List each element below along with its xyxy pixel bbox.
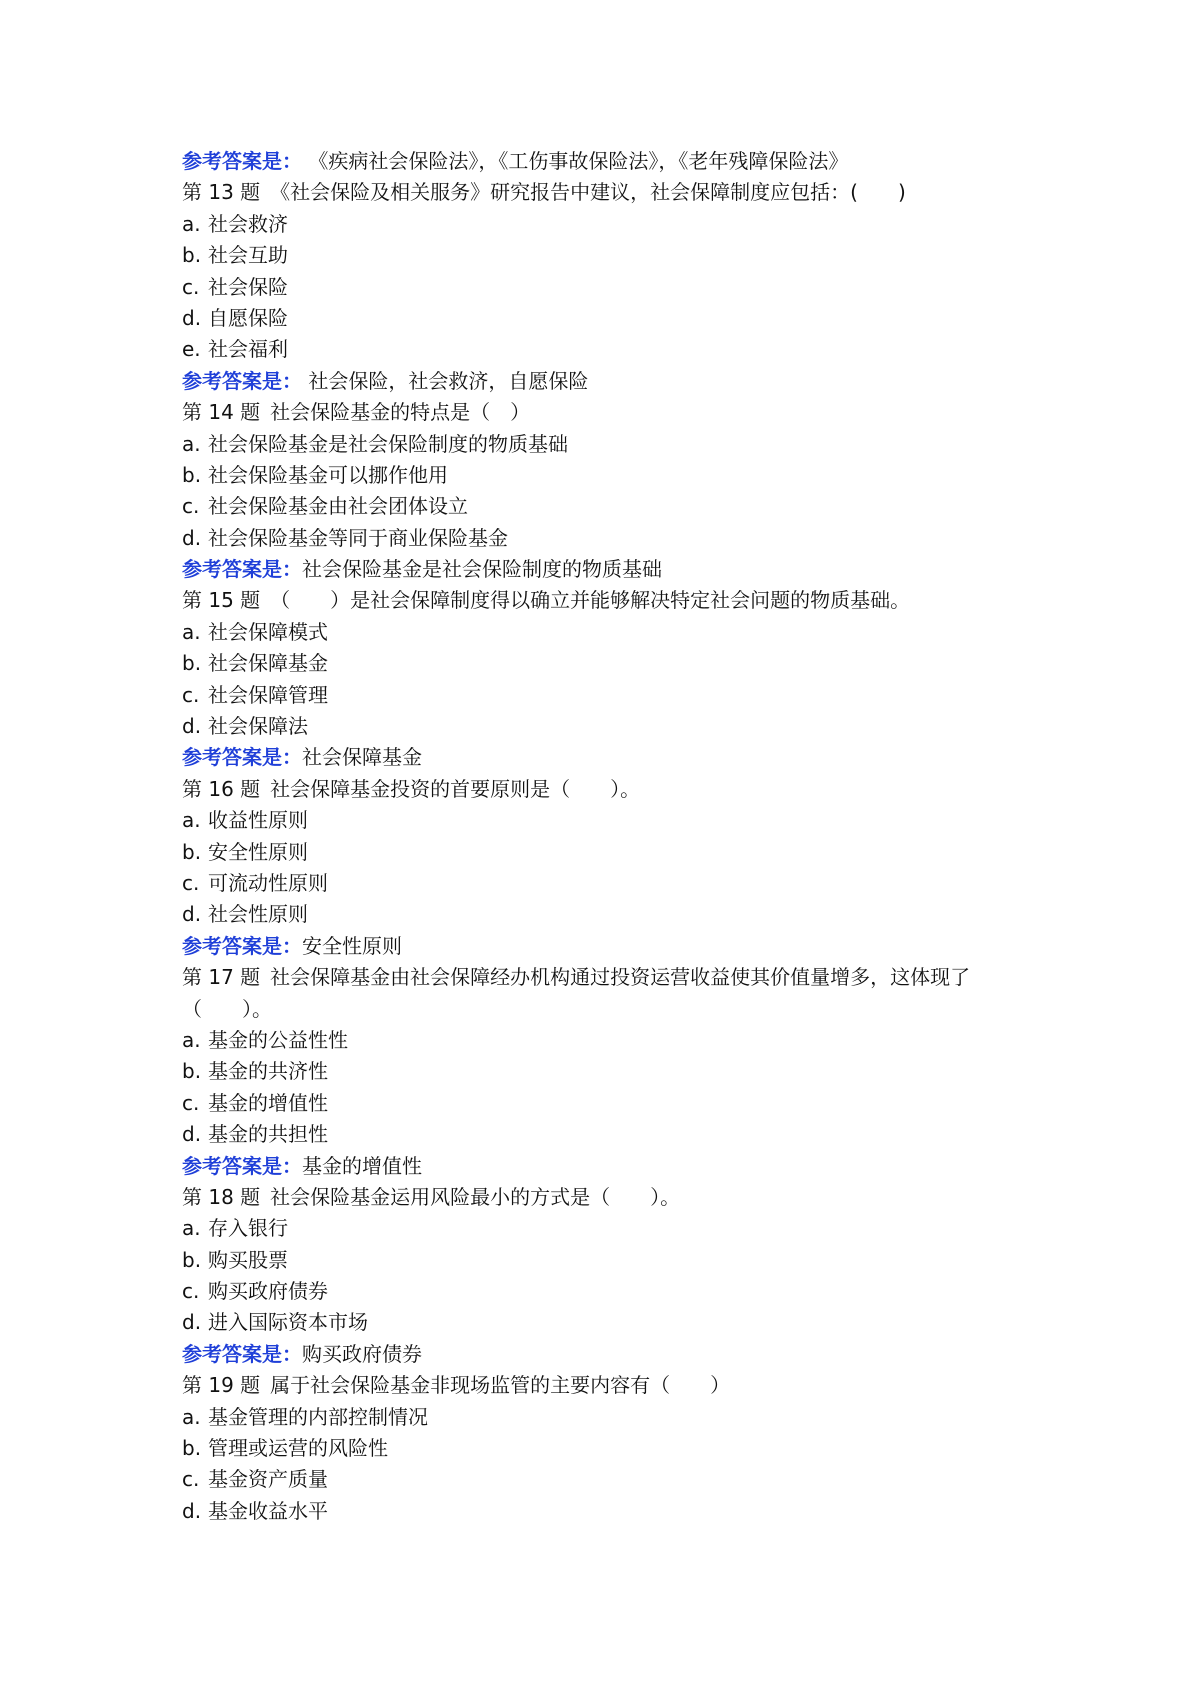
question-15 (182, 585, 1022, 616)
question-text: （ ）是社会保障制度得以确立并能够解决特定社会问题的物质基础。 (270, 588, 911, 613)
option-text: 社会保险基金等同于商业保险基金 (208, 525, 508, 550)
option-text: 基金资产质量 (208, 1467, 328, 1492)
option (182, 1245, 1022, 1276)
option (182, 272, 1022, 303)
answer-label: 参考答案是： (182, 557, 302, 582)
question-13 (182, 177, 1022, 208)
answer-line (182, 366, 1022, 397)
question-text: 社会保障基金投资的首要原则是（ ）。 (270, 776, 641, 801)
option (182, 868, 1022, 899)
question-text: 社会保险基金的特点是（ ） (270, 400, 531, 425)
option-letter: a. (182, 211, 201, 236)
option-letter: c. (182, 494, 200, 519)
option-letter: d. (182, 714, 202, 739)
option-text: 社会救济 (208, 211, 288, 236)
option-text: 基金管理的内部控制情况 (208, 1404, 428, 1429)
option (182, 1056, 1022, 1087)
question-17 (182, 962, 1022, 993)
option-letter: d. (182, 525, 202, 550)
option-letter: a. (182, 1027, 201, 1052)
option (182, 209, 1022, 240)
answer-text: 社会保障基金 (302, 745, 422, 770)
option-text: 社会保障法 (208, 714, 308, 739)
option (182, 1402, 1022, 1433)
option-text: 基金的增值性 (208, 1090, 328, 1115)
question-number: 第 14 题 (182, 400, 261, 425)
option (182, 1307, 1022, 1338)
option-text: 可流动性原则 (208, 870, 328, 895)
answer-label: 参考答案是： (182, 745, 302, 770)
question-number: 第 17 题 (182, 965, 261, 990)
option-letter: b. (182, 651, 202, 676)
option (182, 303, 1022, 334)
option (182, 1496, 1022, 1527)
option (182, 1213, 1022, 1244)
option-text: 购买政府债券 (208, 1279, 328, 1304)
option-letter: c. (182, 274, 200, 299)
document-page (182, 146, 1022, 1527)
option-letter: b. (182, 462, 202, 487)
question-number: 第 19 题 (182, 1373, 261, 1398)
option-letter: b. (182, 1436, 202, 1461)
option-text: 进入国际资本市场 (208, 1310, 368, 1335)
answer-text: 《疾病社会保险法》，《工伤事故保险法》，《老年残障保险法》 (302, 149, 849, 173)
option-text: 社会互助 (208, 243, 288, 268)
answer-label: 参考答案是： (182, 1341, 302, 1366)
question-14 (182, 397, 1022, 428)
option (182, 523, 1022, 554)
answer-text: 社会保险，社会救济，自愿保险 (302, 368, 589, 393)
option-text: 社会福利 (208, 337, 288, 362)
option-letter: a. (182, 808, 201, 833)
question-text: 社会保险基金运用风险最小的方式是（ ）。 (270, 1184, 681, 1209)
option (182, 429, 1022, 460)
option-letter: a. (182, 431, 201, 456)
answer-line (182, 742, 1022, 773)
answer-line (182, 146, 1022, 177)
option (182, 240, 1022, 271)
option-text: 收益性原则 (208, 808, 308, 833)
option-text: 基金的共济性 (208, 1059, 328, 1084)
option-letter: c. (182, 682, 200, 707)
option (182, 1276, 1022, 1307)
option-text: 购买股票 (208, 1247, 288, 1272)
option (182, 460, 1022, 491)
question-number: 第 15 题 (182, 588, 261, 613)
option-letter: c. (182, 1467, 200, 1492)
question-number: 第 16 题 (182, 776, 261, 801)
option-letter: a. (182, 1404, 201, 1429)
answer-line (182, 1339, 1022, 1370)
question-18 (182, 1182, 1022, 1213)
question-19 (182, 1370, 1022, 1401)
option-letter: d. (182, 1498, 202, 1523)
option-letter: a. (182, 1216, 201, 1241)
answer-text: 安全性原则 (302, 933, 402, 958)
question-text: 《社会保险及相关服务》研究报告中建议，社会保障制度应包括：( ) (270, 180, 906, 205)
answer-label: 参考答案是： (182, 1153, 302, 1178)
option-letter: c. (182, 1090, 200, 1115)
option (182, 1433, 1022, 1464)
answer-text: 基金的增值性 (302, 1153, 422, 1178)
option-text: 安全性原则 (208, 839, 308, 864)
option-text: 社会性原则 (208, 902, 308, 927)
option-text: 社会保险 (208, 274, 288, 299)
option-letter: b. (182, 1059, 202, 1084)
question-text: 属于社会保险基金非现场监管的主要内容有（ ） (270, 1373, 731, 1398)
option-text: 管理或运营的风险性 (208, 1436, 388, 1461)
answer-label: 参考答案是： (182, 149, 302, 173)
option-letter: a. (182, 619, 201, 644)
option-text: 社会保障模式 (208, 619, 328, 644)
question-number: 第 13 题 (182, 180, 261, 205)
question-17-continued (182, 994, 1022, 1025)
option-letter: e. (182, 337, 201, 362)
option (182, 680, 1022, 711)
answer-text: 购买政府债券 (302, 1341, 422, 1366)
option (182, 491, 1022, 522)
option (182, 648, 1022, 679)
option (182, 1088, 1022, 1119)
question-text: 社会保障基金由社会保障经办机构通过投资运营收益使其价值量增多，这体现了 (270, 965, 971, 990)
option-text: 存入银行 (208, 1216, 288, 1241)
option-text: 社会保险基金由社会团体设立 (208, 494, 468, 519)
answer-label: 参考答案是： (182, 933, 302, 958)
option (182, 334, 1022, 365)
option-letter: b. (182, 1247, 202, 1272)
option (182, 805, 1022, 836)
option-letter: c. (182, 1279, 200, 1304)
answer-label: 参考答案是： (182, 368, 302, 393)
question-text-continued: （ ）。 (182, 996, 272, 1021)
option-letter: b. (182, 839, 202, 864)
question-number: 第 18 题 (182, 1184, 261, 1209)
option (182, 899, 1022, 930)
option (182, 837, 1022, 868)
option-letter: d. (182, 305, 202, 330)
option (182, 1025, 1022, 1056)
option-letter: d. (182, 902, 202, 927)
answer-line (182, 931, 1022, 962)
question-16 (182, 774, 1022, 805)
answer-line (182, 554, 1022, 585)
answer-text: 社会保险基金是社会保险制度的物质基础 (302, 557, 662, 582)
option (182, 711, 1022, 742)
option-letter: b. (182, 243, 202, 268)
option-text: 基金的共担性 (208, 1122, 328, 1147)
option-text: 社会保障基金 (208, 651, 328, 676)
option (182, 1119, 1022, 1150)
option-text: 基金的公益性性 (208, 1027, 348, 1052)
option-text: 基金收益水平 (208, 1498, 328, 1523)
option-text: 社会保障管理 (208, 682, 328, 707)
option-text: 社会保险基金可以挪作他用 (208, 462, 448, 487)
option-letter: d. (182, 1310, 202, 1335)
option-text: 社会保险基金是社会保险制度的物质基础 (208, 431, 568, 456)
option-text: 自愿保险 (208, 305, 288, 330)
option-letter: c. (182, 870, 200, 895)
option (182, 617, 1022, 648)
option-letter: d. (182, 1122, 202, 1147)
option (182, 1464, 1022, 1495)
answer-line (182, 1151, 1022, 1182)
